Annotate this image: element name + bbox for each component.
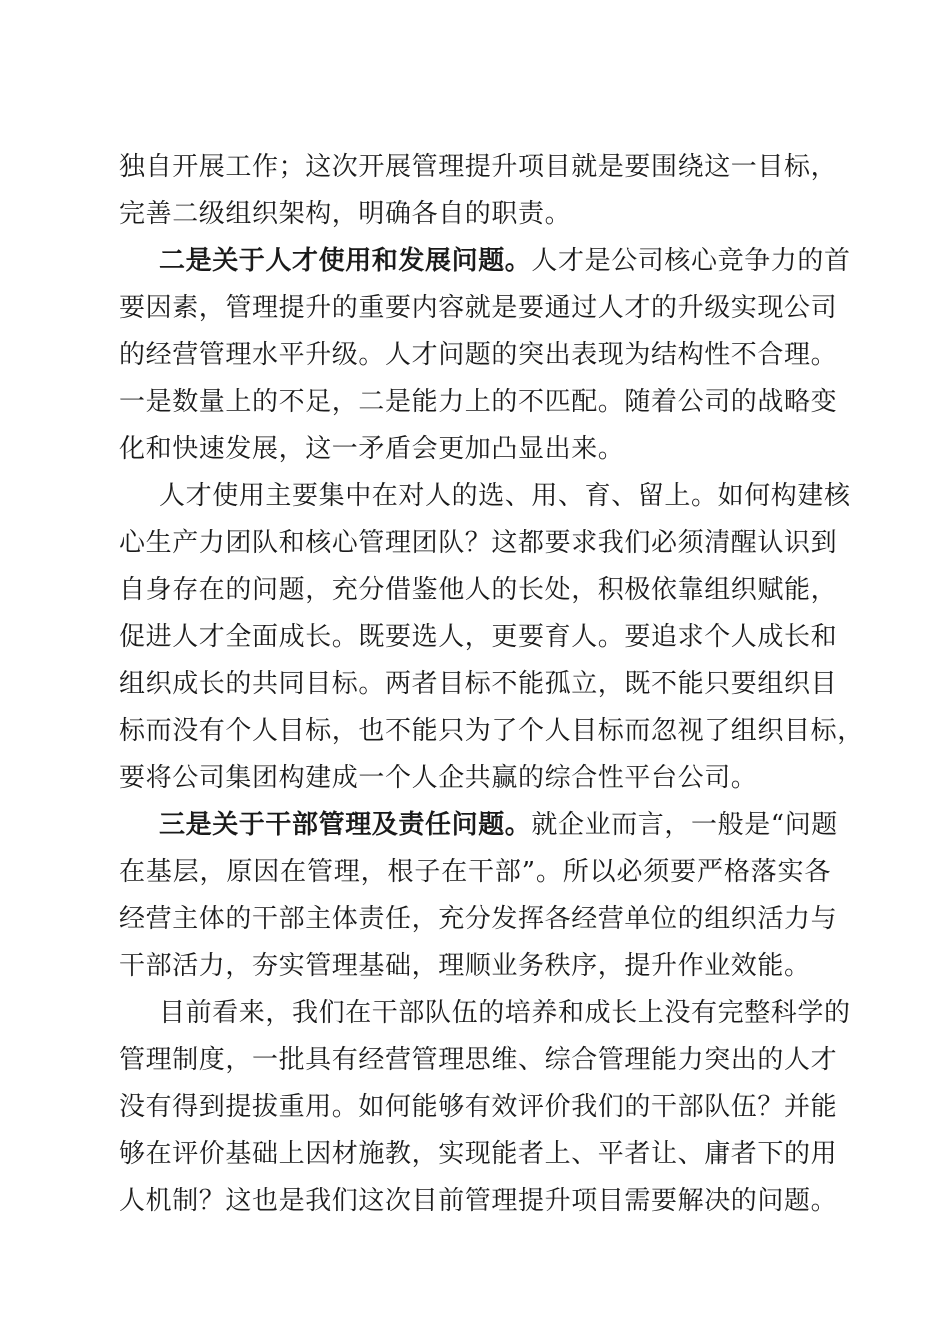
paragraph-4 — [119, 802, 838, 990]
text-line: 促进人才全面成长。既要选人，更要育人。要追求个人成长和 — [119, 622, 838, 652]
text-line: 完善二级组织架构，明确各自的职责。 — [119, 199, 572, 229]
text-line: 心生产力团队和核心管理团队？这都要求我们必须清醒认识到 — [119, 528, 838, 558]
text-line: 组织成长的共同目标。两者目标不能孤立，既不能只要组织目 — [119, 669, 838, 699]
text-line: 的经营管理水平升级。人才问题的突出表现为结构性不合理。 — [119, 340, 838, 370]
paragraph-heading: 三是关于干部管理及责任问题。 — [159, 810, 532, 840]
text-line: 要将公司集团构建成一个人企共赢的综合性平台公司。 — [119, 763, 758, 793]
text-line: 管理制度，一批具有经营管理思维、综合管理能力突出的人才 — [119, 1045, 838, 1075]
text-line: 没有得到提拔重用。如何能够有效评价我们的干部队伍？并能 — [119, 1092, 838, 1122]
text-line: 化和快速发展，这一矛盾会更加凸显出来。 — [119, 434, 625, 464]
text-run: 就企业而言，一般是“问题 — [531, 810, 838, 840]
body-text — [119, 144, 864, 1225]
text-line-first: 人才使用主要集中在对人的选、用、育、留上。如何构建核 — [159, 481, 851, 511]
text-line: 够在评价基础上因材施教，实现能者上、平者让、庸者下的用 — [119, 1139, 838, 1169]
paragraph-2 — [119, 238, 851, 473]
text-line-first — [119, 802, 838, 849]
text-line: 经营主体的干部主体责任，充分发挥各经营单位的组织活力与 — [119, 904, 838, 934]
text-line: 一是数量上的不足，二是能力上的不匹配。随着公司的战略变 — [119, 387, 838, 417]
text-line: 标而没有个人目标，也不能只为了个人目标而忽视了组织目标， — [119, 716, 864, 746]
paragraph-1 — [119, 144, 838, 238]
text-line: 要因素，管理提升的重要内容就是要通过人才的升级实现公司 — [119, 293, 838, 323]
text-line-first — [119, 238, 851, 285]
text-line-first: 目前看来，我们在干部队伍的培养和成长上没有完整科学的 — [159, 998, 851, 1028]
text-line: 干部活力，夯实管理基础，理顺业务秩序，提升作业效能。 — [119, 951, 811, 981]
text-line: 在基层，原因在管理，根子在干部”。所以必须要严格落实各 — [119, 857, 831, 887]
text-run: 人才是公司核心竞争力的首 — [531, 246, 851, 276]
text-line: 独自开展工作；这次开展管理提升项目就是要围绕这一目标， — [119, 152, 838, 182]
paragraph-5 — [119, 990, 851, 1225]
paragraph-3 — [119, 473, 864, 802]
text-line: 人机制？这也是我们这次目前管理提升项目需要解决的问题。 — [119, 1186, 838, 1216]
text-line: 自身存在的问题，充分借鉴他人的长处，积极依靠组织赋能， — [119, 575, 838, 605]
paragraph-heading: 二是关于人才使用和发展问题。 — [159, 246, 532, 276]
